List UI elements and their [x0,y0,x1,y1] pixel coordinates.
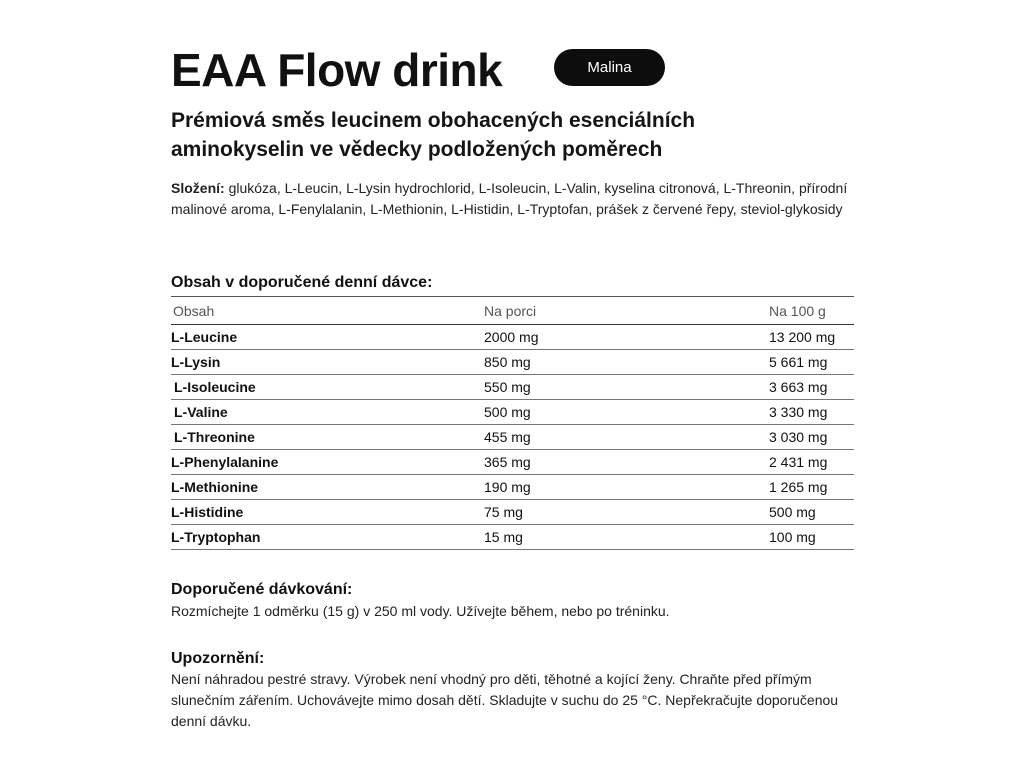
table-row [171,375,854,400]
row-name: L-Methionine [171,475,484,500]
row-per-100g: 3 030 mg [769,425,854,450]
row-name: L-Valine [171,400,484,425]
nutrition-header-row [171,297,854,325]
row-per-100g: 2 431 mg [769,450,854,475]
row-per-100g: 1 265 mg [769,475,854,500]
table-row [171,500,854,525]
dosage-heading: Doporučené dávkování: [171,581,353,598]
composition-label: Složení: [171,180,225,196]
row-per-serving: 2000 mg [484,325,769,350]
nutrition-table [171,296,854,550]
row-per-serving: 365 mg [484,450,769,475]
table-row [171,325,854,350]
row-per-serving: 75 mg [484,500,769,525]
column-header-per-100g: Na 100 g [769,297,854,325]
row-name: L-Tryptophan [171,525,484,550]
row-per-serving: 455 mg [484,425,769,450]
warning-text: Není náhradou pestré stravy. Výrobek není vhodný pro děti, těhotné a kojící ženy. Chraňte před přímým slunečním zářením. Uchovávejte mimo dosah dětí. Skladujte v suchu do 25 °C. Nepřekračujte doporučenou denní dávku. [171,671,839,729]
table-row [171,425,854,450]
table-row [171,475,854,500]
table-row [171,525,854,550]
product-title: EAA Flow drink [171,44,503,96]
row-per-serving: 500 mg [484,400,769,425]
column-header-content: Obsah [171,297,484,325]
row-per-100g: 13 200 mg [769,325,854,350]
product-subtitle: Prémiová směs leucinem obohacených esenciálních aminokyselin ve vědecky podložených poměrech [171,109,696,161]
row-name: L-Histidine [171,500,484,525]
dosage-text: Rozmíchejte 1 odměrku (15 g) v 250 ml vody. Užívejte během, nebo po tréninku. [171,603,670,619]
row-per-100g: 3 663 mg [769,375,854,400]
column-header-per-serving: Na porci [484,297,769,325]
table-row [171,450,854,475]
warning-heading: Upozornění: [171,650,265,667]
table-row [171,400,854,425]
row-per-serving: 850 mg [484,350,769,375]
row-name: L-Threonine [171,425,484,450]
row-name: L-Isoleucine [171,375,484,400]
row-name: L-Leucine [171,325,484,350]
nutrition-heading: Obsah v doporučené denní dávce: [171,274,433,291]
table-row [171,350,854,375]
row-per-100g: 500 mg [769,500,854,525]
flavor-badge: Malina [554,49,665,86]
row-per-serving: 550 mg [484,375,769,400]
composition-block [171,178,861,220]
row-name: L-Phenylalanine [171,450,484,475]
composition-text: glukóza, L-Leucin, L-Lysin hydrochlorid, L-Isoleucin, L-Valin, kyselina citronová, L-Threonin, přírodní malinové aroma, L-Fenylalanin, L-Methionin, L-Histidin, L-Tryptofan, prášek z červené řepy, steviol-glykosidy [171,180,848,217]
row-per-100g: 3 330 mg [769,400,854,425]
row-per-100g: 100 mg [769,525,854,550]
row-per-100g: 5 661 mg [769,350,854,375]
row-per-serving: 190 mg [484,475,769,500]
row-name: L-Lysin [171,350,484,375]
row-per-serving: 15 mg [484,525,769,550]
